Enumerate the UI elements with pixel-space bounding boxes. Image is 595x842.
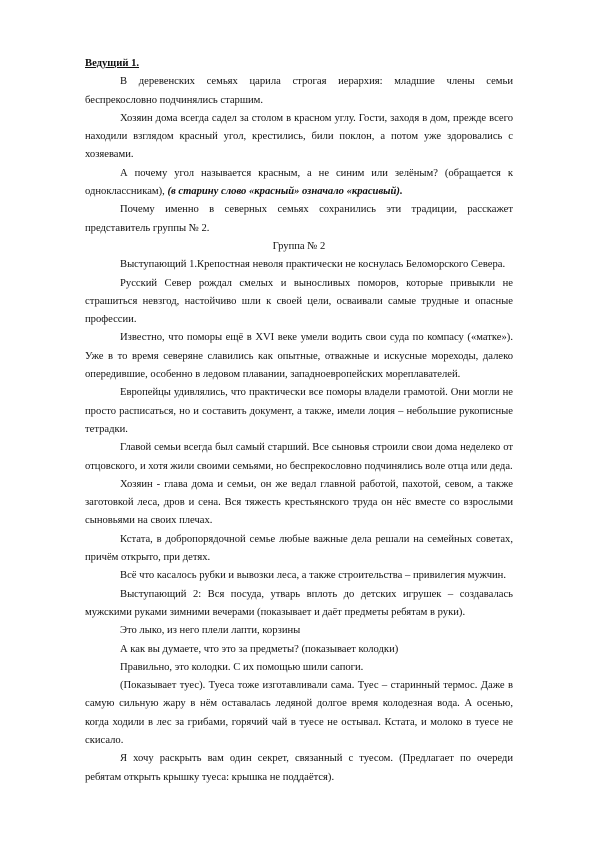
paragraph-4: Почему именно в северных семьях сохранились эти традиции, расскажет представитель группы № 2. bbox=[85, 204, 513, 234]
paragraph-15: А как вы думаете, что это за предметы? (показывает колодки) bbox=[120, 643, 399, 655]
paragraph-3 bbox=[85, 165, 513, 202]
paragraph-13: Выступающий 2: Вся посуда, утварь вплоть до детских игрушек – создавалась мужскими руками зимними вечерами (показывает и даёт предметы ребятам в руки). bbox=[85, 588, 513, 618]
paragraph-8: Европейцы удивлялись, что практически все поморы владели грамотой. Они могли не просто расписаться, но и составить документ, а также, имели лоция – небольшие рукописные тетрадки. bbox=[85, 387, 513, 435]
paragraph-10: Хозяин - глава дома и семьи, он же ведал главной работой, пахотой, севом, а также заготовкой леса, дров и сена. Вся тяжесть крестьянского труда он нёс вместе со взрослыми сыновьями на своих плечах. bbox=[85, 478, 513, 527]
paragraph-6: Русский Север рождал смелых и выносливых поморов, которые привыкли не страшиться невзгод, настойчиво шли к своей цели, осваивали самые трудные и опасные профессии. bbox=[85, 277, 513, 326]
paragraph-18: Я хочу раскрыть вам один секрет, связанный с туесом. (Предлагает по очереди ребятам открыть крышку туеса: крышка не поддаётся). bbox=[85, 753, 513, 783]
paragraph-14: Это лыко, из него плели лапти, корзины bbox=[120, 625, 301, 637]
paragraph-12: Всё что касалось рубки и вывозки леса, а также строительства – привилегия мужчин. bbox=[120, 570, 507, 582]
group-title: Группа № 2 bbox=[272, 240, 326, 252]
document-page bbox=[85, 55, 513, 787]
paragraph-9: Главой семьи всегда был самый старший. Все сыновья строили свои дома неделеко от отцовского, и хотя жили своими семьями, но беспрекословно подчинялись воле отца или деда. bbox=[85, 442, 513, 472]
section-heading: Ведущий 1. bbox=[85, 58, 140, 69]
paragraph-1: В деревенских семьях царила строгая иерархия: младшие члены семьи беспрекословно подчинялись старшим. bbox=[85, 76, 513, 106]
paragraph-3-emphasis: (в старину слово «красный» означало «красивый). bbox=[167, 186, 403, 198]
paragraph-16: Правильно, это колодки. С их помощью шили сапоги. bbox=[120, 661, 364, 673]
paragraph-3-text: А почему угол называется красным, а не синим или зелёным? (обращается к одноклассникам), bbox=[85, 167, 513, 198]
paragraph-11: Кстата, в добропорядочной семье любые важные дела решали на семейных советах, причём открыто, при детях. bbox=[85, 533, 513, 564]
paragraph-7: Известно, что поморы ещё в XVI веке умели водить свои суда по компасу («матке»). Уже в то время северяне славились как опытные, отважные и искусные мореходы, далеко опередившие, особенно в ледовом плавании, западноевропейских мореплавателей. bbox=[85, 332, 513, 381]
paragraph-17: (Показывает туес). Туеса тоже изготавливали сама. Туес – старинный термос. Даже в самую сильную жару в нём оставалась ледяной долгое время колодезная вода. А осенью, когда ходили в лес за грибами, горячий чай в туесе не остывал. Кстата, и молоко в туесе не скисало. bbox=[85, 680, 513, 746]
paragraph-5: Выступающий 1.Крепостная неволя практически не коснулась Беломорского Севера. bbox=[120, 259, 506, 271]
paragraph-2: Хозяин дома всегда садел за столом в красном углу. Гости, заходя в дом, прежде всего находили взглядом красный угол, крестились, били поклон, а потом уже здоровались с хозяевами. bbox=[85, 112, 513, 161]
